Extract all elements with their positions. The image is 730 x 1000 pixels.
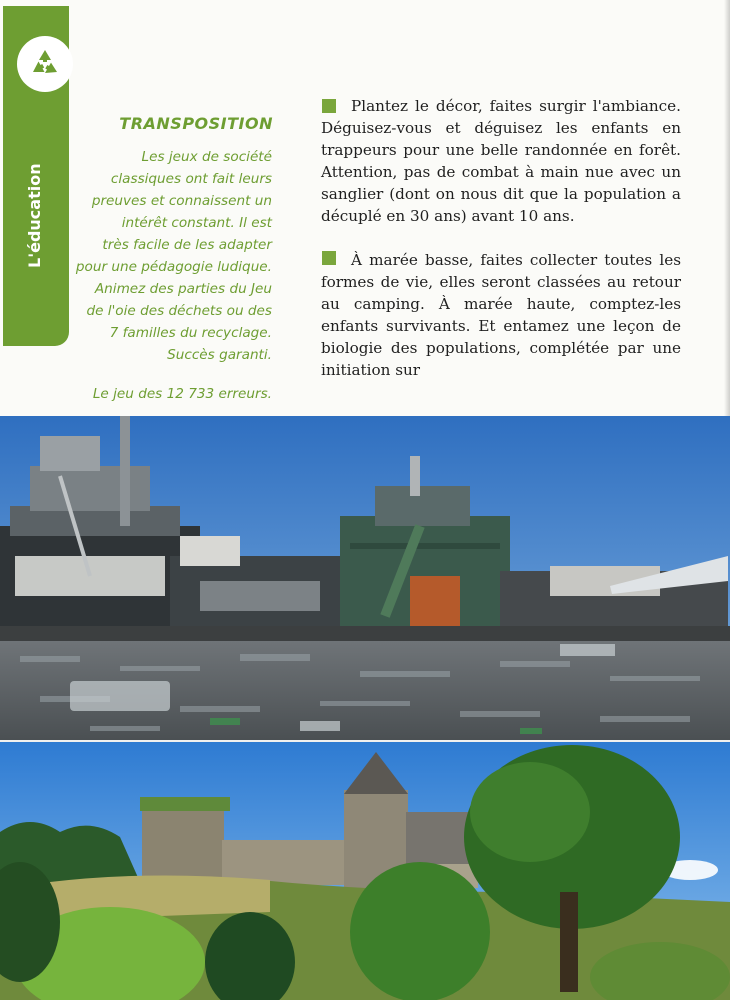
recycle-icon-glyph bbox=[27, 46, 63, 82]
photo-dredgers bbox=[0, 416, 730, 742]
photo-castle bbox=[0, 742, 730, 1000]
page-edge-shadow bbox=[724, 0, 730, 416]
section-tab bbox=[3, 6, 69, 346]
aside-caption: Le jeu des 12 733 erreurs. bbox=[92, 386, 272, 402]
photo-castle-image bbox=[0, 742, 730, 1000]
aside-line: 7 familles du recyclage. bbox=[109, 325, 272, 341]
text-area bbox=[0, 0, 730, 416]
aside-line: preuves et connaissent un bbox=[91, 193, 272, 209]
aside-line: très facile de les adapter bbox=[102, 237, 272, 253]
recycle-icon bbox=[17, 36, 73, 92]
section-label: L'éducation bbox=[25, 163, 44, 268]
body-paragraph-2: À marée basse, faites collecter toutes les formes de vie, elles seront classées au retour au camping. À marée haute, comptez-les enfants survivants. Et entamez une leçon de biologie des populations, complétée par une initiation sur bbox=[321, 251, 681, 379]
aside-line: Les jeux de société bbox=[141, 149, 272, 165]
aside-title: TRANSPOSITION bbox=[119, 114, 273, 133]
aside-line: Succès garanti. bbox=[167, 347, 272, 363]
photo-dredgers-image bbox=[0, 416, 730, 742]
aside-line: classiques ont fait leurs bbox=[110, 171, 272, 187]
aside-line: pour une pédagogie ludique. bbox=[75, 259, 272, 275]
aside-line: de l'oie des déchets ou des bbox=[86, 303, 272, 319]
aside-line: Animez des parties du Jeu bbox=[94, 281, 272, 297]
aside-body bbox=[74, 146, 272, 366]
aside-line: intérêt constant. Il est bbox=[121, 215, 272, 231]
body-paragraph-1: Plantez le décor, faites surgir l'ambiance. Déguisez-vous et déguisez les enfants en trappeurs pour une belle randonnée en forêt. Attention, pas de combat à main nue avec un sanglier (dont on nous dit que la population a décuplé en 30 ans) avant 10 ans. bbox=[321, 97, 681, 225]
